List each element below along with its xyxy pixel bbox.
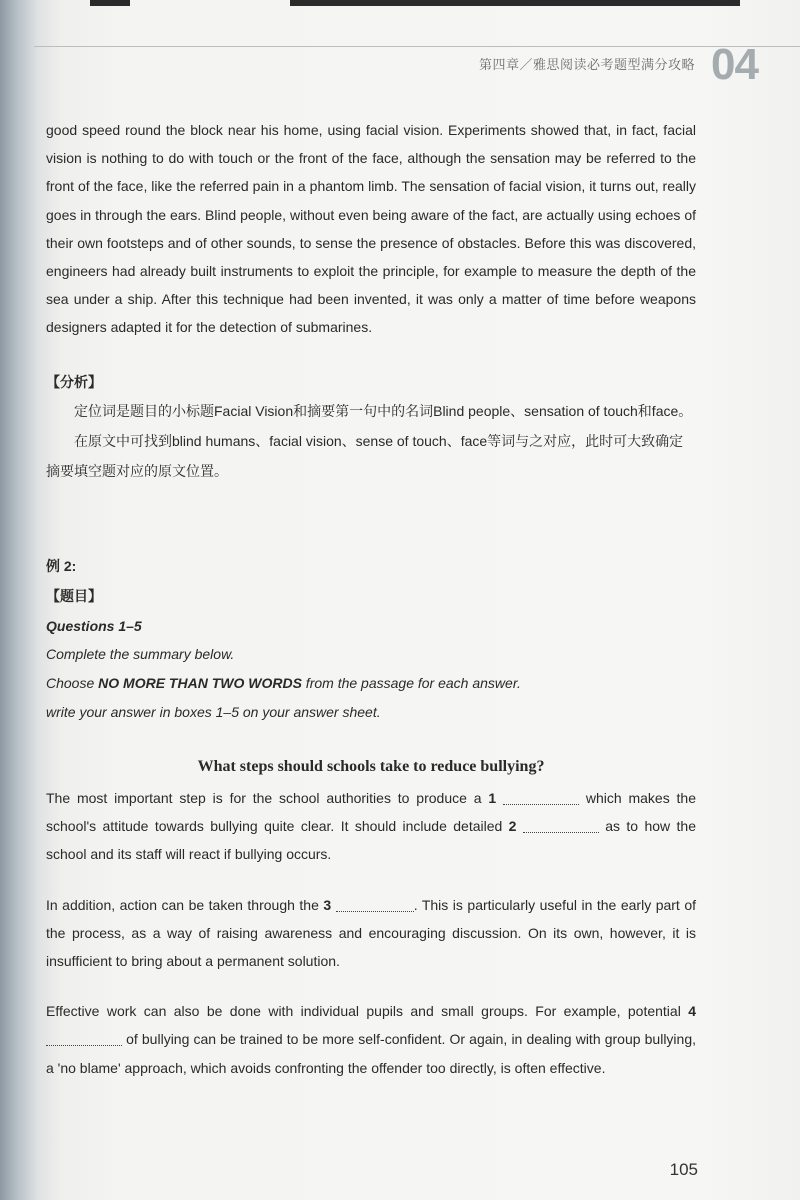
- summary-text: Effective work can also be done with individual pupils and small groups. For example, potential: [46, 1003, 689, 1020]
- instruction-2-bold: NO MORE THAN TWO WORDS: [98, 675, 302, 691]
- gap-number-1: 1: [488, 790, 497, 806]
- summary-paragraph-2: [46, 891, 696, 976]
- summary-text: The most important step is for the school authorities to produce a: [46, 790, 489, 806]
- instruction-2-pre: Choose: [46, 675, 99, 691]
- gap-number-4: 4: [688, 1003, 696, 1020]
- analysis-heading: 【分析】: [46, 374, 102, 390]
- summary-paragraph-3: [46, 997, 696, 1082]
- summary-text: of bullying can be trained to be more self-confident. Or again, in dealing with group bullying, a 'no blame' approach, which avoids confronting the offender too directly, is often effective.: [46, 1031, 696, 1076]
- analysis-block: [46, 368, 696, 486]
- example-2-block: [46, 552, 696, 727]
- instruction-2-post: from the passage for each answer.: [301, 675, 521, 691]
- page-number: 105: [669, 1160, 698, 1179]
- summary-text: . This is particularly useful in the early part of the process, as a way of raising awareness and encouraging discussion. On its own, however, it is insufficient to bring about a permanent solution.: [46, 896, 697, 970]
- gap-number-3: 3: [323, 896, 332, 913]
- passage-paragraph: good speed round the block near his home, using facial vision. Experiments showed that, in fact, facial vision is nothing to do with touch or the front of the face, although the sensation may be referred to the front of the face, like the referred pain in a phantom limb. The sensation of facial vision, it turns out, really goes in through the ears. Blind people, without even being aware of the fact, are actually using echoes of their own footsteps and of other sounds, to sense the presence of obstacles. Before this was discovered, engineers had already built instruments to exploit the principle, for example to measure the depth of the sea under a ship. After this technique had been invented, it was only a matter of time before weapons designers adapted it for the detection of submarines.: [46, 122, 696, 336]
- summary-block: [46, 752, 696, 1082]
- chapter-number: 04: [711, 40, 758, 89]
- top-edge-shadow: [290, 0, 740, 6]
- summary-text: as to how the school and its staff will react if bullying occurs.: [46, 818, 697, 863]
- summary-title: What steps should schools take to reduce bullying?: [197, 758, 545, 775]
- summary-paragraph-1: [46, 784, 696, 869]
- answer-blank-3[interactable]: [336, 897, 414, 912]
- analysis-paragraph-2: 在原文中可找到blind humans、facial vision、sense of touch、face等词与之对应，此时可大致确定摘要填空题对应的原文位置。: [46, 433, 684, 479]
- instruction-3: write your answer in boxes 1–5 on your answer sheet.: [46, 704, 381, 720]
- answer-blank-1[interactable]: [503, 790, 579, 805]
- analysis-paragraph-1: 定位词是题目的小标题Facial Vision和摘要第一句中的名词Blind people、sensation of touch和face。: [74, 403, 693, 419]
- question-heading: 【题目】: [46, 588, 102, 604]
- gap-number-2: 2: [508, 818, 517, 835]
- answer-blank-2[interactable]: [523, 818, 599, 833]
- header-rule: [34, 46, 800, 47]
- answer-blank-4[interactable]: [46, 1031, 122, 1046]
- questions-title: Questions 1–5: [46, 618, 142, 634]
- summary-text: which makes the school's attitude towards bullying quite clear. It should include detailed: [46, 790, 696, 835]
- instruction-2: [46, 669, 696, 698]
- passage-block: [46, 116, 696, 342]
- summary-text: In addition, action can be taken through the: [46, 896, 324, 913]
- example-label: 例 2:: [46, 558, 77, 574]
- instruction-1: Complete the summary below.: [46, 646, 235, 662]
- running-header: 第四章／雅思阅读必考题型满分攻略: [478, 57, 695, 72]
- top-edge-shadow: [90, 0, 130, 6]
